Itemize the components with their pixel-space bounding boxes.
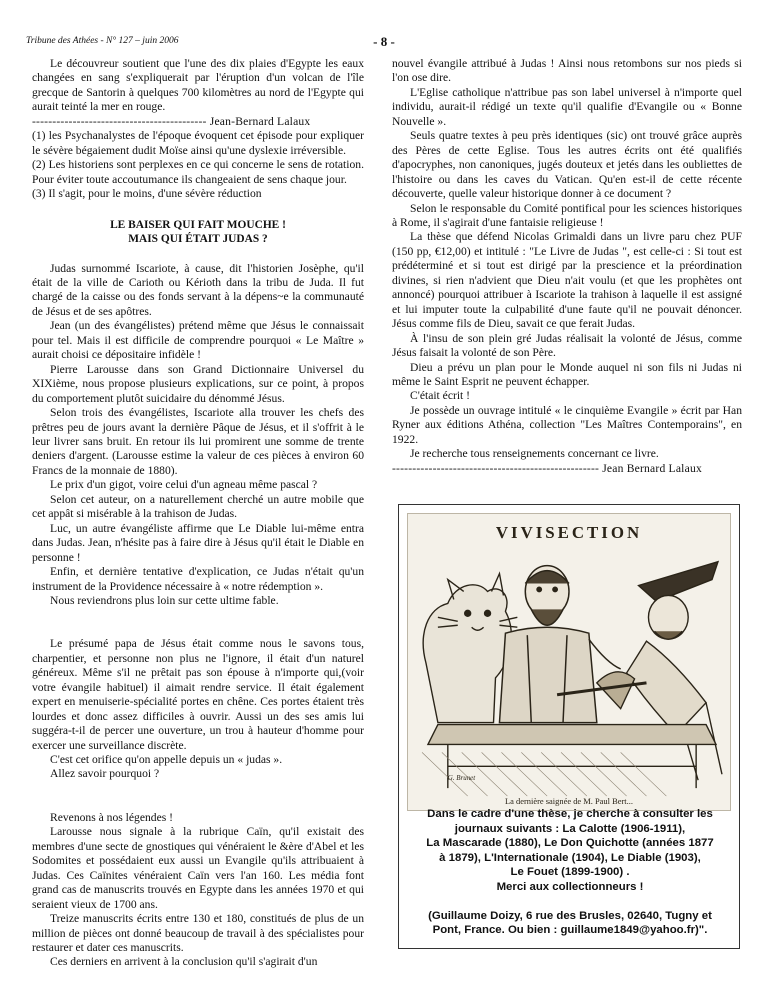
intro-paragraph: Le découvreur soutient que l'une des dix plaies d'Egypte les eaux changées en sang s'expliquerait par l'éruption d'un volcan de l'île grecque de Santorin à quelques 700 kilomètres au nord de l'Egypte qui aurait teinté la mer en rouge. (32, 57, 364, 114)
surgeon-figure (499, 566, 620, 723)
signature-dashes: ------------------------------------------- (32, 114, 207, 128)
paragraph: Selon cet auteur, on a naturellement cherché un autre mobile que cet appât si misérable à la trahison de Judas. (32, 492, 364, 521)
signature-author: Jean-Bernard Lalaux (209, 114, 311, 128)
engraving-caption: La dernière saignée de M. Paul Bert... (505, 796, 633, 807)
paragraph: Treize manuscrits écrits entre 130 et 180, constitués de plus de un million de pièces ont donné beaucoup de travail à des spécialistes pour restaurer et dater ces manuscrits. (32, 912, 364, 955)
page-header (0, 34, 768, 54)
right-column (392, 57, 742, 476)
appeal-line: à 1879), L'Internationale (1904), Le Diable (1903), (439, 851, 701, 864)
paragraph: Judas surnommé Iscariote, à cause, dit l'historien Josèphe, qu'il était de la ville de Carioth ou Kérioth dans la tribu de Juda. Il fut chargé de la caisse ou des fonds servant à la dépens~e la communauté de Jésus et de ses apôtres. (32, 261, 364, 318)
collector-appeal (405, 807, 735, 938)
paragraph: nouvel évangile attribué à Judas ! Ainsi nous retombons sur nos pieds si l'on ose dire. (392, 57, 742, 85)
footnote-1: (1) les Psychanalystes de l'époque évoquent cet épisode pour expliquer le sévère bégaiement dudit Moïse ainsi qu'une dyslexie irréversible. (32, 129, 364, 157)
article-heading (32, 218, 364, 246)
paragraph: La thèse que défend Nicolas Grimaldi dans un livre paru chez PUF (150 pp, €12,00) et intitulé : "Le Livre de Judas ", est celle-ci : Si tout est prédéterminé et si tout est dirigé par la prescience et la préordination divines, si rien n'advient que Dieu n'ait voulu (et que les prophètes ont annoncé) pourquoi attribuer à Iscariote la trahison à laquelle il est assigné et lui imputer toute la culpabilité d'une faute qu'il ne pouvait dénoncer. Jésus comme fils de Dieu, savait ce que ferait Judas. (392, 230, 742, 331)
paragraph: Je recherche tous renseignements concernant ce livre. (410, 447, 659, 461)
appeal-line: journaux suivants : La Calotte (1906-1911), (454, 822, 686, 835)
appeal-line: Le Fouet (1899-1900) . (510, 866, 630, 879)
appeal-line: Merci aux collectionneurs ! (496, 880, 644, 893)
page-number: - 8 - (373, 34, 395, 49)
paragraph: Seuls quatre textes à peu près identiques (sic) ont trouvé grâce auprès des Pères de cette Eglise. Tous les autres écrits ont été qualifiés d'apocryphes, non canoniques, jugés douteux et jetés dans les oubliettes de l'histoire ou dans les caves du Vatican. Qu'en est-il de cette récente découverte, quelle valeur historique donner à ce document ? (392, 129, 742, 201)
signature-line-2 (392, 462, 742, 476)
paragraph: Allez savoir pourquoi ? (50, 767, 160, 781)
paragraph: Luc, un autre évangéliste affirme que Le Diable lui-même entra dans Judas. Jean, n'hésite pas à faire dire à Jésus qu'il était le Diable en personne ! (32, 521, 364, 564)
engraving-title: VIVISECTION (495, 522, 643, 542)
paragraph: Jean (un des évangélistes) prétend même que Jésus le connaissait pour tel. Mais il est difficile de comprendre pourquoi « Le Maître » aurait choisi ce dépositaire infidèle ! (32, 319, 364, 362)
paragraph: C'était écrit ! (410, 389, 471, 403)
paragraph: C'est cet orifice qu'on appelle depuis un « judas ». (50, 753, 283, 767)
contact-line: Pont, France. Ou bien : guillaume1849@yahoo.fr)". (432, 924, 708, 937)
signature-author: Jean Bernard Lalaux (602, 461, 702, 475)
appeal-line: La Mascarade (1880), Le Don Quichotte (années 1877 (426, 837, 714, 850)
paragraph: Le prix d'un gigot, voire celui d'un agneau même pascal ? (50, 478, 318, 492)
engraving-drawing (408, 514, 730, 810)
paragraph: Enfin, et dernière tentative d'explication, ce Judas n'était qu'un instrument de la Providence nécessaire à « notre rédemption ». (32, 565, 364, 593)
paragraph: Je possède un ouvrage intitulé « le cinquième Evangile » écrit par Han Ryner aux éditions Athéna, collection "Les Maîtres Contemporains", en 1922. (392, 403, 742, 446)
contact-line: (Guillaume Doizy, 6 rue des Brusles, 02640, Tugny et (428, 909, 712, 922)
paragraph: Dieu a prévu un plan pour le Monde auquel ni son fils ni Judas ni même le Saint Esprit ne peuvent échapper. (392, 360, 742, 388)
footnote-2: (2) Les historiens sont perplexes en ce qui concerne le sens de rotation. Pour éviter toute accoutumance ils changeaient de sens chaque jour. (32, 158, 364, 186)
appeal-line: Dans le cadre d'une thèse, je cherche à consulter les (427, 808, 713, 820)
heading-line-1: LE BAISER QUI FAIT MOUCHE ! (110, 218, 286, 231)
paragraph: À l'insu de son plein gré Judas réalisait la volonté de Jésus, comme Jésus faisait la volonté de son Père. (392, 331, 742, 360)
signature-dashes: --------------------------------------------------- (392, 461, 600, 475)
vivisection-engraving (407, 513, 731, 811)
paragraph: L'Eglise catholique n'attribue pas son label universel à n'importe quel individu, aurait-il rédigé un texte qu'il qualifie d'Evangile ou « Bonne Nouvelle ». (392, 85, 742, 128)
contact-info (405, 909, 735, 938)
patient-figure (627, 562, 722, 781)
paragraph: Selon le responsable du Comité pontifical pour les sciences historiques à Rome, il s'agirait d'une fantaisie religieuse ! (392, 201, 742, 229)
illustration-box (398, 504, 740, 949)
paragraph: Larousse nous signale à la rubrique Caïn, qu'il existait des membres d'une secte de gnostiques qui vénéraient le &ère d'Abel et les Sodomites et possédaient eux aussi un Evangile qu'ils attribuaient à Judas. Ces Caïnites vénéraient Caïn vers l'an 160. Les média font grand cas de manuscrits trouvés en Egypte dans les années 1970 et qui seraient vieux de 1700 ans. (32, 825, 364, 911)
journal-title: Tribune des Athées - N° 127 – juin 2006 (26, 36, 179, 46)
signature-line-1 (32, 115, 364, 129)
engraving-signature: G. Brunet (447, 774, 476, 783)
paragraph: Le présumé papa de Jésus était comme nous le savons tous, charpentier, et personne non plus ne l'ignore, il était d'un naturel généreux. Même s'il ne prêtait pas son épouse à n'importe qui,(voir votre évangile habituel) il aimait rendre service. Il était également expert en menuiserie-spécialité portes en chêne. Ces portes étaient très lourdes et donc assez difficiles à ouvrir. Aussi un des ses amis lui suggéra-t-il de percer une ouverture, un trou à hauteur d'homme pour exercer une surveillance discrète. (32, 637, 364, 752)
paragraph: Revenons à nos légendes ! (50, 810, 173, 824)
heading-line-2: MAIS QUI ÉTAIT JUDAS ? (128, 232, 268, 245)
paragraph: Selon trois des évangélistes, Iscariote alla trouver les chefs des prêtres peu de jours avant la dernière Pâque de Jésus, et il s'offrit à le leur livrer sans bruit. En retour ils lui promirent une somme de trente deniers d'argent. (Larousse estime la valeur de ces pièces à environ 60 Francs de la monnaie de 1880). (32, 406, 364, 477)
left-column (32, 57, 364, 970)
paragraph: Pierre Larousse dans son Grand Dictionnaire Universel du XIXième, nous propose plusieurs explications, sur ce point, à propos du comportement plutôt suicidaire du dénommé Jésus. (32, 362, 364, 405)
paragraph: Ces derniers en arrivent à la conclusion qu'il s'agirait d'un (50, 955, 318, 969)
footnote-3: (3) Il s'agit, pour le moins, d'une sévère réduction (32, 187, 262, 201)
paragraph: Nous reviendrons plus loin sur cette ultime fable. (50, 593, 279, 607)
